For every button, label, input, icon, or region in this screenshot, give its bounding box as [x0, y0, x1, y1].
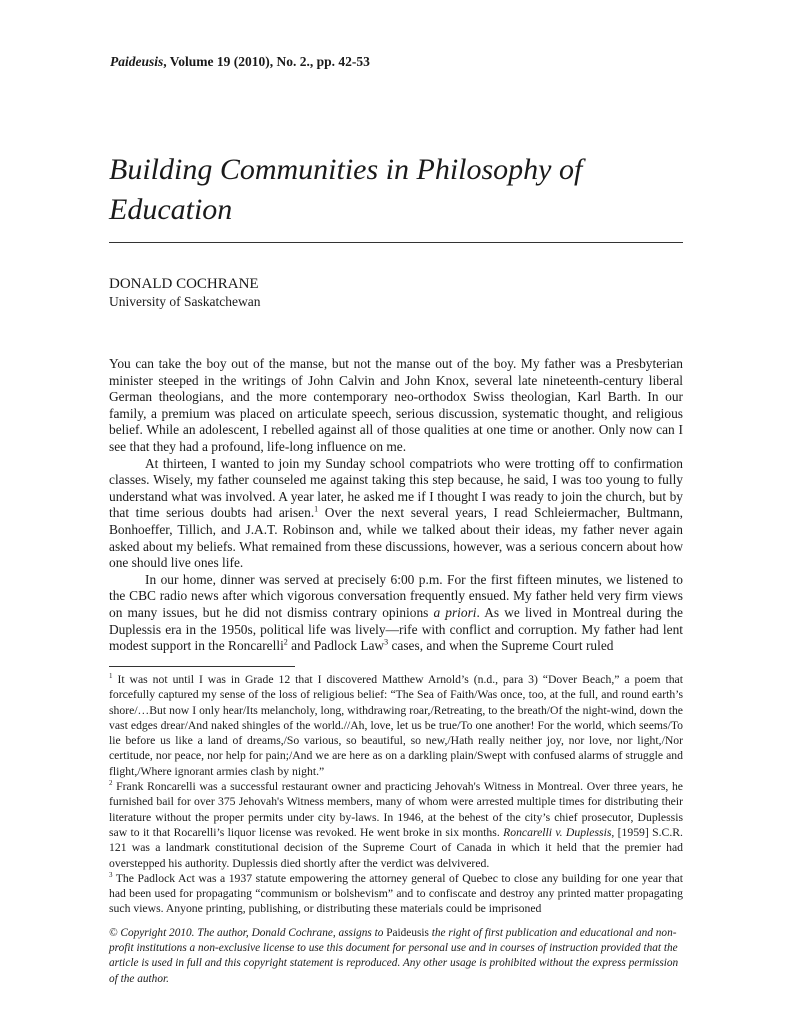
footnote-1-text: It was not until I was in Grade 12 that I discovered Matthew Arnold’s (n.d., para 3) “Dover Beach,” a poem that forcefully captured my sense of the loss of religious belief: “The Sea of Faith/Was once, too, at the full, and round earth’s shore/…But now I only hear/Its melancholy, long, withdrawing roar,/Retreating, to the breath/Of the night-wind, down the vast edges drear/And naked shingles of the world.//Ah, love, let us be true/To one another! For the world, which seems/To lie before us like a land of dreams,/So various, so beautiful, so new,/Hath really neither joy, nor love, nor light,/Nor certitude, nor peace, nor help for pain;/And we are here as on a darkling plain/Swept with confused alarms of struggle and flight,/Where ignorant armies clash by night.”: [109, 673, 683, 778]
journal-citation: , Volume 19 (2010), No. 2., pp. 42-53: [163, 54, 370, 69]
paragraph-3-text-a: In our home, dinner was served at precisely 6:00 p.m. For the first fifteen minutes, we listened to the CBC radio news after which vigorous conversation frequently ensued. My father held very firm views on many issues, but he did not dismiss contrary opinions: [109, 571, 683, 620]
author-name: DONALD COCHRANE: [109, 276, 259, 292]
footnote-3-text: The Padlock Act was a 1937 statute empowering the attorney general of Quebec to close any building for one year that had been used for propagating “communism or bolshevism” and to confiscate and destroy any printed matter propagating such views. Anyone printing, publishing, or distributing these materials could be imprisoned: [109, 871, 683, 916]
article-title: Building Communities in Philosophy of Education: [109, 153, 583, 226]
paragraph-3-italic: a priori: [433, 604, 477, 620]
footnote-2-text-a: Frank Roncarelli was a successful restaurant owner and practicing Jehovah's Witness in Montreal. Over three years, he furnished bail for over 375 Jehovah's Witness members, many of whom were arrested multiple times for distributing their literature without the proper permits under city by-laws. In 1946, at the behest of the city’s chief prosecutor, Duplessis saw to it that Rocarelli’s liquor license was revoked. He went broke in six months.: [109, 780, 683, 839]
footnote-divider: [109, 666, 295, 667]
paragraph-2-text-a: At thirteen, I wanted to join my Sunday school compatriots who were trotting off to confirmation classes. Wisely, my father counseled me against taking this step because, he said, I was too young to fully understand what was involved. A year later, he asked me if I thought I was ready to join the church, but by that time serious doubts had arisen.: [109, 455, 683, 521]
journal-header: [110, 54, 370, 70]
footnote-ref-2[interactable]: 2: [283, 637, 288, 647]
paragraph-3-text-d: cases, and when the Supreme Court ruled: [388, 638, 614, 654]
author-affiliation: University of Saskatchewan: [109, 294, 261, 309]
paragraph-3-text-c: and Padlock Law: [287, 638, 385, 654]
footnote-3-number: 3: [109, 870, 113, 879]
paragraph-1: You can take the boy out of the manse, but not the manse out of the boy. My father was a Presbyterian minister steeped in the writings of John Calvin and John Knox, several late nineteenth-century liberal German theologians, and the more contemporary neo-orthodox Swiss theologian, Karl Barth. In our family, a premium was placed on articulate speech, serious discussion, systematic thought, and religious belief. While an adolescent, I rebelled against all of those qualities at one time or another. Only now can I see that they had a profound, life-long influence on me.: [109, 356, 683, 454]
title-divider: [109, 242, 683, 243]
journal-name: Paideusis: [110, 54, 164, 69]
paragraph-2-text-b: Over the next several years, I read Schleiermacher, Bultmann, Bonhoeffer, Tillich, and J.A.T. Robinson and, while we talked about their ideas, my father never again asked about my beliefs. What remained from these discussions, however, was a serious concern about how one should live ones life.: [109, 505, 683, 571]
footnote-1: [109, 672, 683, 779]
footnote-3: [109, 871, 683, 917]
footnote-1-number: 1: [109, 672, 113, 681]
footnote-2-number: 2: [109, 779, 113, 788]
footnotes: [109, 672, 683, 917]
footnote-2: [109, 779, 683, 871]
copyright-text-a: © Copyright 2010. The author, Donald Cochrane, assigns to: [109, 927, 387, 939]
paragraph-3-text-b: . As we lived in Montreal during the Duplessis era in the 1950s, political life was lively—rife with conflict and corruption. My father had lent modest support in the Roncarelli: [109, 604, 683, 654]
footnote-2-italic: Roncarelli v. Duplessis: [503, 825, 612, 839]
footnote-2-text-b: , [1959] S.C.R. 121 was a landmark constitutional decision of the Supreme Court of Canada in which it held that the premier had overstepped his authority. Duplessis died shortly after the verdict was delvivered.: [109, 825, 683, 870]
paragraph-2: [109, 456, 683, 572]
copyright-notice: [109, 926, 683, 987]
copyright-text-b: the right of first publication and educational and non-profit institutions a non-exclusive license to use this document for personal use and in courses of instruction provided that the article is used in full and this copyright statement is reproduced. Any other usage is prohibited without the express permission of the author.: [109, 927, 679, 985]
footnote-ref-3[interactable]: 3: [384, 637, 389, 647]
footnote-ref-1[interactable]: 1: [314, 504, 319, 514]
article-body: [109, 356, 683, 655]
paragraph-3: [109, 572, 683, 655]
copyright-journal-name: Paideusis: [386, 927, 429, 939]
